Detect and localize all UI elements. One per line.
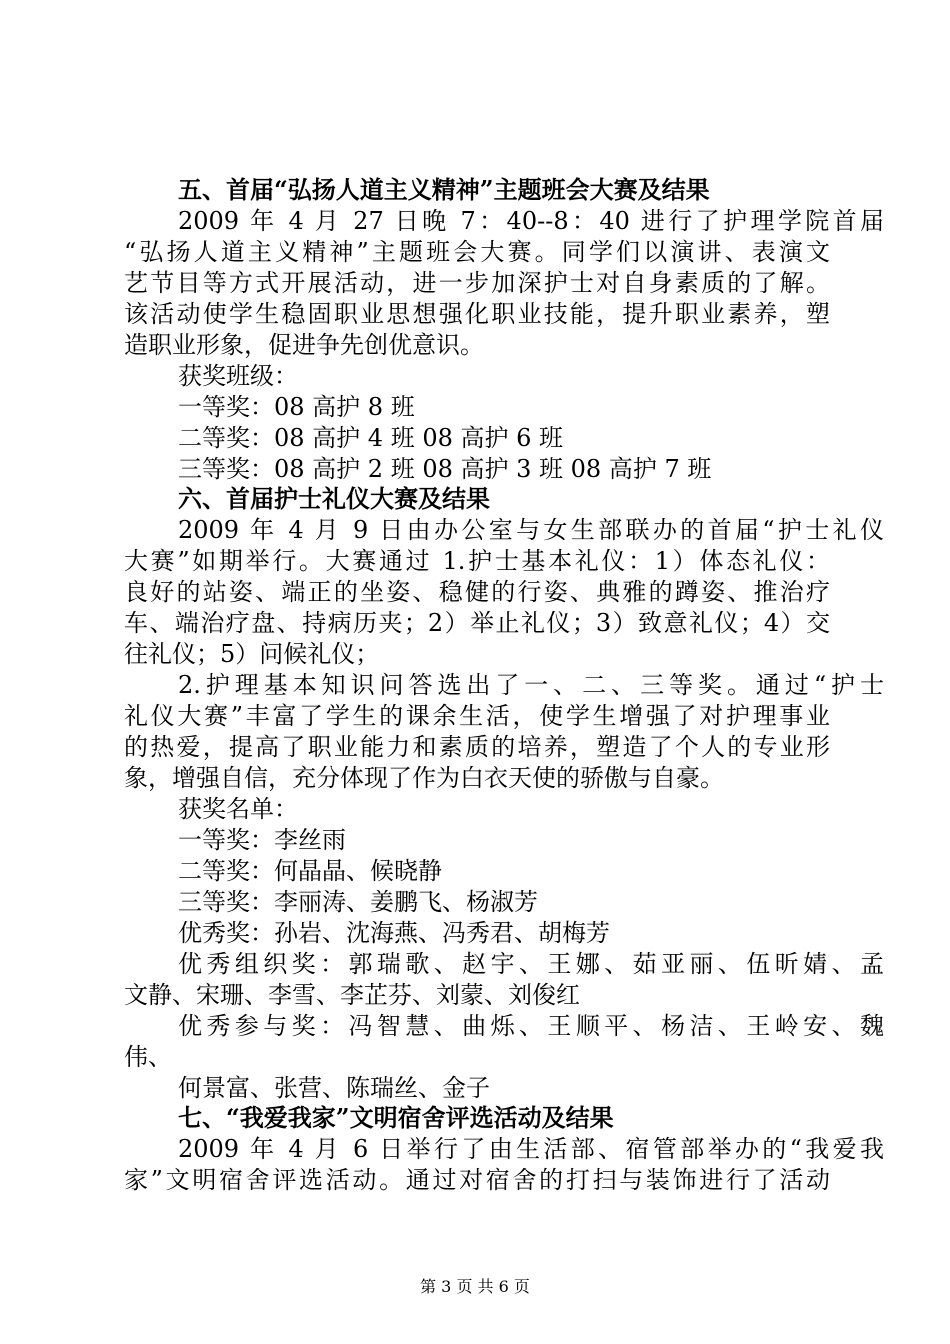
award-line: 一等奖：08 高护 8 班 [178, 393, 415, 421]
paragraph-line: 礼仪大赛”丰富了学生的课余生活，使学生增强了对护理事业 [124, 702, 830, 730]
award-line: 一等奖：李丝雨 [178, 826, 346, 854]
paragraph-line: 造职业形象，促进争先创优意识。 [124, 331, 484, 359]
award-line: 三等奖：08 高护 2 班 08 高护 3 班 08 高护 7 班 [178, 455, 712, 483]
award-line: 何景富、张营、陈瑞丝、金子 [178, 1074, 490, 1102]
award-line: 三等奖：李丽涛、姜鹏飞、杨淑芳 [178, 888, 538, 916]
paragraph-line: 2009 年 4 月 27 日晚 7：40--8：40 进行了护理学院首届 [178, 207, 884, 235]
paragraph-line: 往礼仪；5）问候礼仪； [124, 640, 380, 668]
paragraph-line: 艺节目等方式开展活动，进一步加深护士对自身素质的了解。 [124, 269, 830, 297]
paragraph-line: 大赛”如期举行。大赛通过 1.护士基本礼仪：1）体态礼仪： [124, 547, 830, 575]
section-heading-6: 六、首届护士礼仪大赛及结果 [178, 484, 490, 513]
paragraph-line: 2.护理基本知识问答选出了一、二、三等奖。通过“护士 [178, 671, 884, 699]
paragraph-line: 车、端治疗盘、持病历夹；2）举止礼仪；3）致意礼仪；4）交 [124, 609, 830, 637]
paragraph-line: 象，增强自信，充分体现了作为白衣天使的骄傲与自豪。 [124, 764, 724, 792]
paragraph-line: 家”文明宿舍评选活动。通过对宿舍的打扫与装饰进行了活动 [124, 1166, 830, 1194]
award-line: 伟、 [124, 1043, 172, 1071]
award-line: 二等奖：何晶晶、候晓静 [178, 857, 442, 885]
paragraph-line: 的热爱，提高了职业能力和素质的培养，塑造了个人的专业形 [124, 733, 830, 761]
page-number-footer: 第 3 页 共 6 页 [420, 1277, 530, 1296]
paragraph-line: “弘扬人道主义精神”主题班会大赛。同学们以演讲、表演文 [124, 238, 830, 266]
award-line: 文静、宋珊、李雪、李芷芬、刘蒙、刘俊红 [124, 981, 580, 1009]
paragraph-line: 该活动使学生稳固职业思想强化职业技能，提升职业素养，塑 [124, 300, 830, 328]
award-line: 优秀奖：孙岩、沈海燕、冯秀君、胡梅芳 [178, 919, 610, 947]
paragraph-line: 良好的站姿、端正的坐姿、稳健的行姿、典雅的蹲姿、推治疗 [124, 578, 830, 606]
section-heading-7: 七、“我爱我家”文明宿舍评选活动及结果 [178, 1103, 614, 1132]
award-list-label: 获奖名单： [178, 795, 298, 823]
paragraph-line: 2009 年 4 月 6 日举行了由生活部、宿管部举办的“我爱我 [178, 1135, 884, 1163]
paragraph-line: 2009 年 4 月 9 日由办公室与女生部联办的首届“护士礼仪 [178, 516, 884, 544]
award-line: 优秀组织奖：郭瑞歌、赵宇、王娜、茹亚丽、伍昕婧、孟 [178, 950, 884, 978]
award-line: 二等奖：08 高护 4 班 08 高护 6 班 [178, 424, 564, 452]
award-line: 优秀参与奖：冯智慧、曲烁、王顺平、杨洁、王岭安、魏 [178, 1012, 884, 1040]
section-heading-5: 五、首届“弘扬人道主义精神”主题班会大赛及结果 [178, 175, 710, 204]
award-list-label: 获奖班级： [178, 362, 298, 390]
